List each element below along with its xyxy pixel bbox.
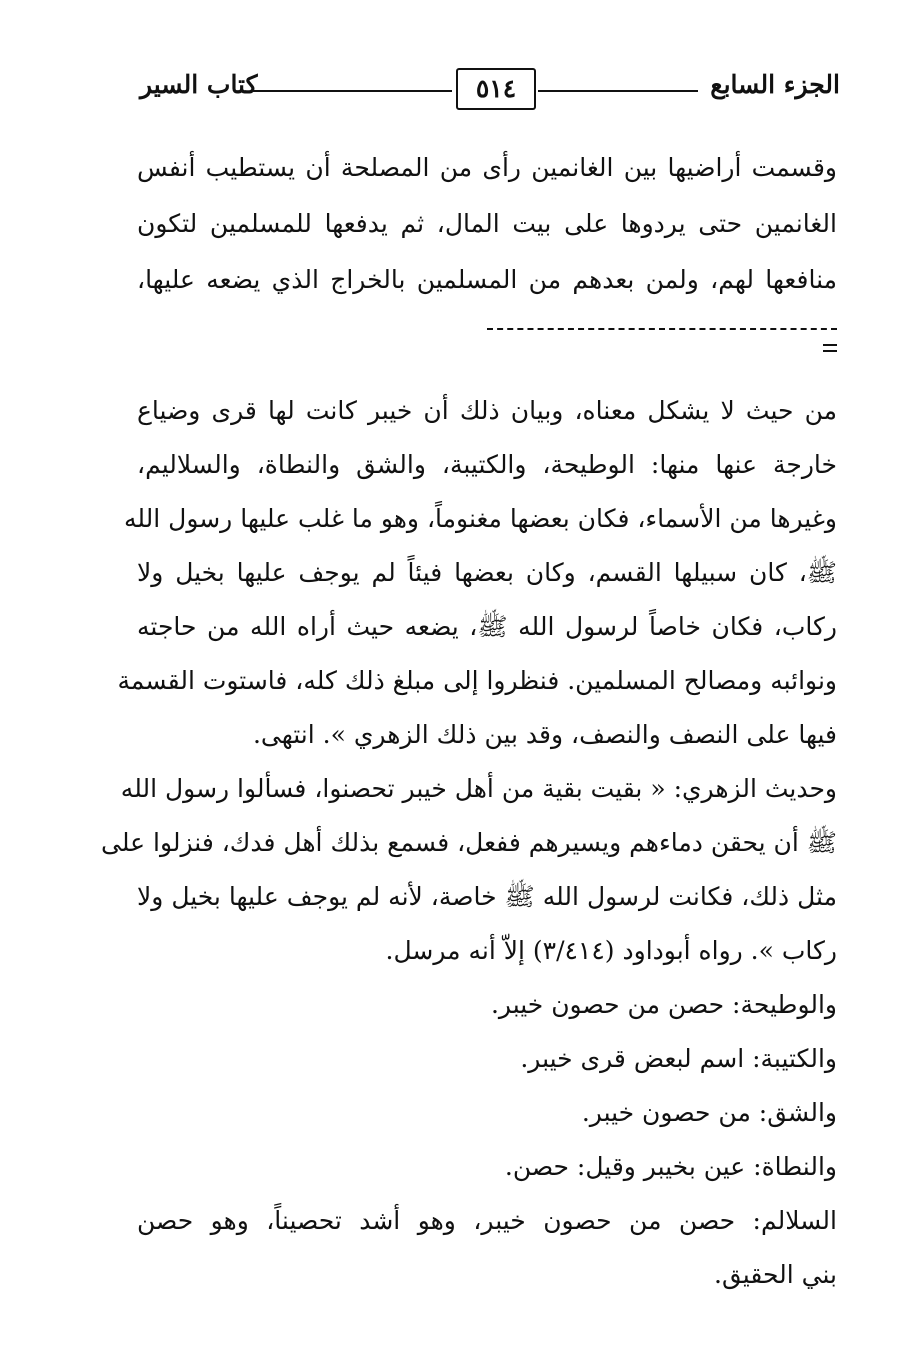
note-line: وحديث الزهري: « بقيت بقية من أهل خيبر تحصنوا، فسألوا رسول الله <box>120 774 837 803</box>
header-rule-left <box>252 90 452 92</box>
note-line: والكتيبة: اسم لبعض قرى خيبر. <box>520 1044 837 1073</box>
page-number: ٥١٤ <box>456 68 536 110</box>
note-line: السلالم: حصن من حصون خيبر، وهو أشد تحصيناً، وهو حصن <box>137 1206 837 1235</box>
main-line: الغانمين حتى يردوها على بيت المال، ثم يدفعها للمسلمين لتكون <box>137 209 837 238</box>
running-header <box>140 68 840 112</box>
note-line: ﷺ، كان سبيلها القسم، وكان بعضها فيئاً لم يوجف عليها بخيل ولا <box>137 558 837 587</box>
main-line: وقسمت أراضيها بين الغانمين رأى من المصلحة أن يستطيب أنفس <box>137 153 837 182</box>
note-line: والشق: من حصون خيبر. <box>581 1098 837 1127</box>
footnote-text <box>101 384 837 1302</box>
note-line: ركاب ». رواه أبوداود (٣/٤١٤) إلاّ أنه مرسل. <box>385 936 837 965</box>
note-line: من حيث لا يشكل معناه، وبيان ذلك أن خيبر كانت لها قرى وضياع <box>137 396 837 425</box>
continuation-mark <box>823 344 837 356</box>
main-line: منافعها لهم، ولمن بعدهم من المسلمين بالخراج الذي يضعه عليها، <box>137 265 837 294</box>
note-line: والوطيحة: حصن من حصون خيبر. <box>490 990 837 1019</box>
note-line: ﷺ أن يحقن دماءهم ويسيرهم ففعل، فسمع بذلك أهل فدك، فنزلوا على <box>101 828 837 857</box>
footnote-separator-line <box>487 328 837 330</box>
note-line: مثل ذلك، فكانت لرسول الله ﷺ خاصة، لأنه لم يوجف عليها بخيل ولا <box>137 882 837 911</box>
note-line: بني الحقيق. <box>714 1260 837 1289</box>
note-line: خارجة عنها منها: الوطيحة، والكتيبة، والشق والنطاة، والسلاليم، <box>137 450 837 479</box>
header-rule-right <box>538 90 698 92</box>
note-line: ونوائبه ومصالح المسلمين. فنظروا إلى مبلغ ذلك كله، فاستوت القسمة <box>117 666 837 695</box>
book-title: كتاب السير <box>140 70 258 99</box>
main-text <box>137 140 837 308</box>
note-line: ركاب، فكان خاصاً لرسول الله ﷺ، يضعه حيث أراه الله من حاجته <box>137 612 837 641</box>
note-line: فيها على النصف والنصف، وقد بين ذلك الزهري ». انتهى. <box>252 720 837 749</box>
note-line: والنطاة: عين بخيبر وقيل: حصن. <box>504 1152 837 1181</box>
note-line: وغيرها من الأسماء، فكان بعضها مغنوماً، وهو ما غلب عليها رسول الله <box>123 504 837 533</box>
part-title: الجزء السابع <box>710 70 840 99</box>
